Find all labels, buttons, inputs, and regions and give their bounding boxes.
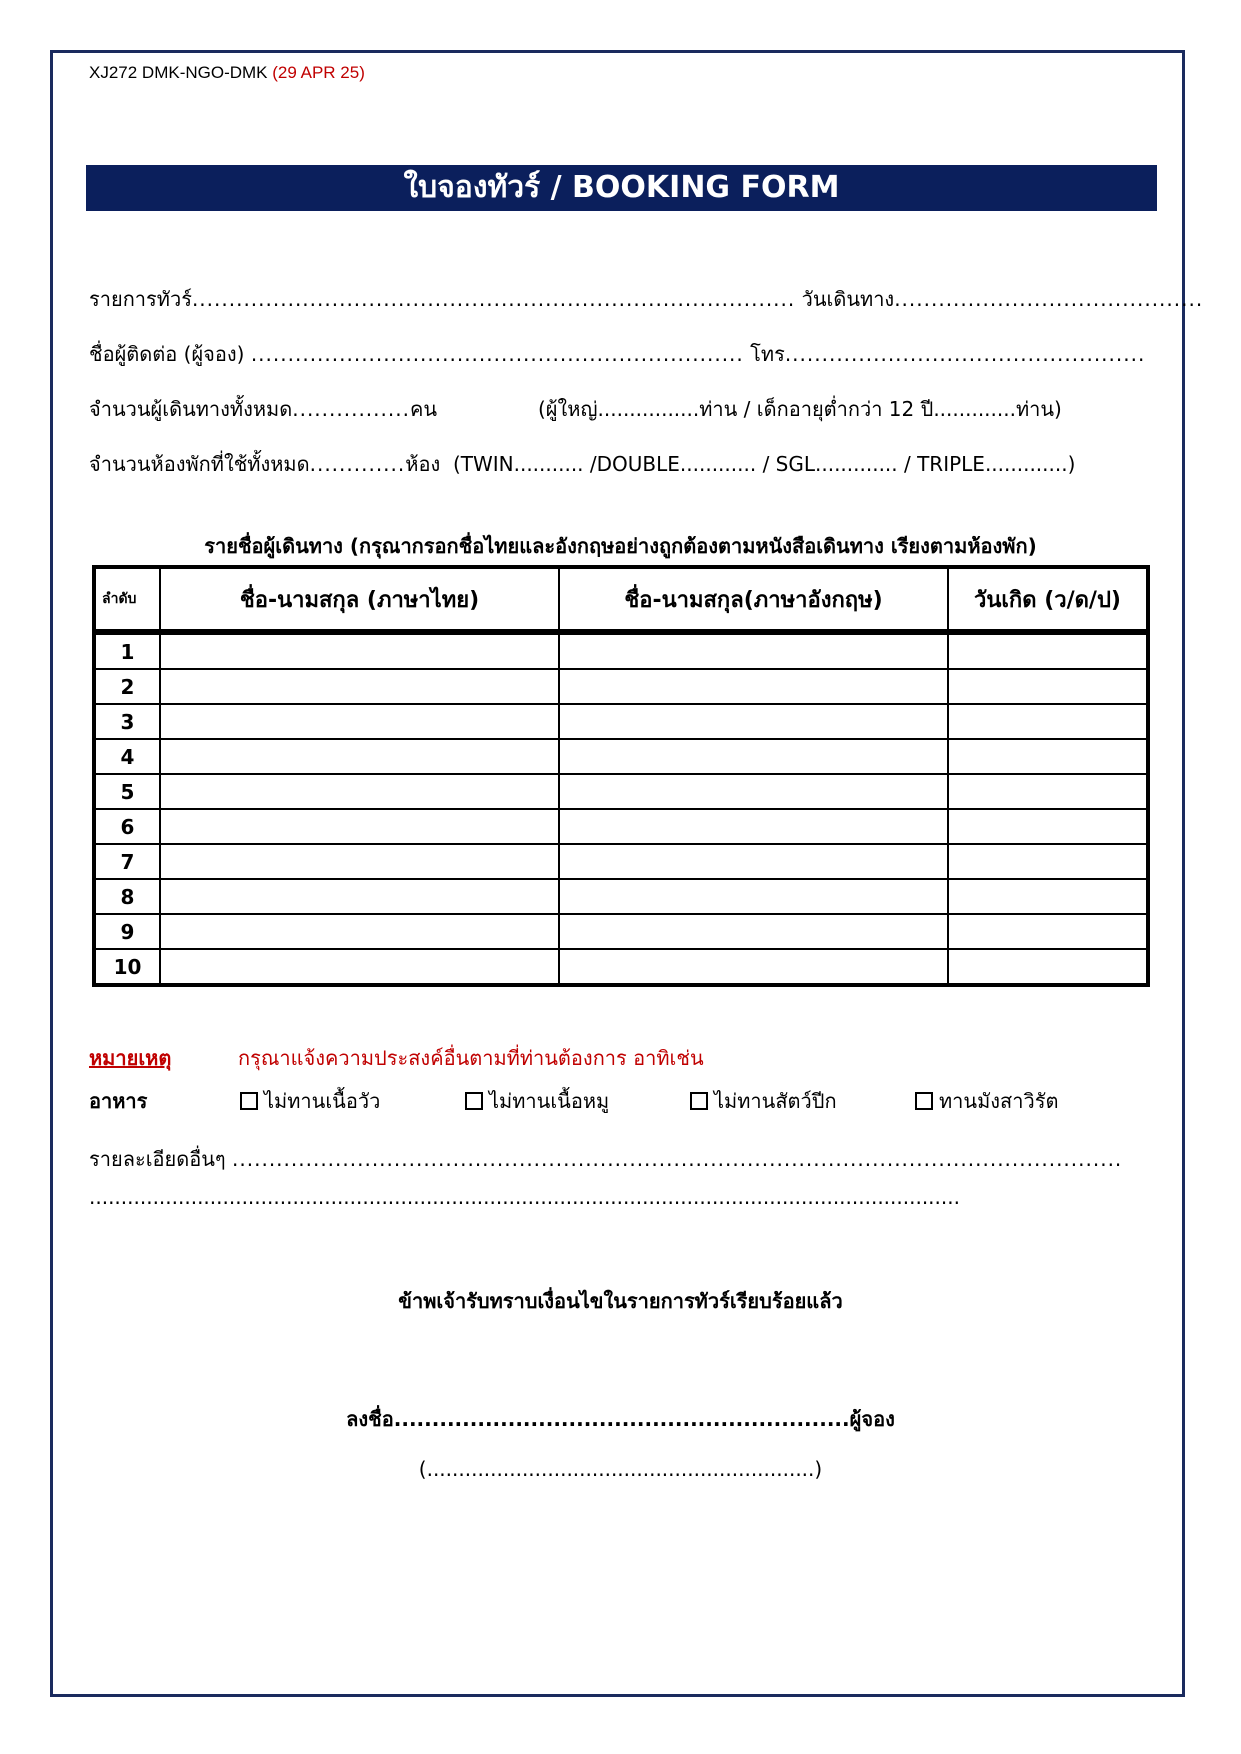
tour-date: (29 APR 25) (272, 63, 365, 82)
thai-name-cell[interactable] (160, 879, 559, 914)
english-name-cell[interactable] (559, 844, 948, 879)
checkbox-no-pork[interactable] (465, 1092, 483, 1110)
rooms-input[interactable]: ............. (309, 452, 406, 476)
contact-label: ชื่อผู้ติดต่อ (ผู้จอง) (89, 342, 245, 366)
table-row (94, 632, 1148, 669)
pax-unit: คน (409, 397, 438, 421)
rooms-unit: ห้อง (405, 452, 441, 476)
contact-input[interactable]: ................................................................... (250, 342, 744, 366)
thai-name-cell[interactable] (160, 704, 559, 739)
thai-name-cell[interactable] (160, 809, 559, 844)
details-input[interactable]: ......................................................................................................................... (232, 1147, 1123, 1171)
phone-label: โทร (750, 342, 785, 366)
thai-name-cell[interactable] (160, 844, 559, 879)
thai-name-cell[interactable] (160, 669, 559, 704)
table-row (94, 774, 1148, 809)
english-name-cell[interactable] (559, 632, 948, 669)
signature-input[interactable]: ............................................................ (393, 1407, 850, 1431)
col-english-name-header: ชื่อ-นามสกุล(ภาษาอังกฤษ) (559, 567, 948, 632)
notes-text: กรุณาแจ้งความประสงค์อื่นตามที่ท่านต้องการ อาทิเช่น (238, 1046, 704, 1070)
row-number: 8 (94, 879, 160, 914)
row-number: 5 (94, 774, 160, 809)
row-number: 6 (94, 809, 160, 844)
contact-field-row (89, 338, 1145, 370)
row-number: 9 (94, 914, 160, 949)
table-header-row (94, 567, 1148, 632)
row-number: 4 (94, 739, 160, 774)
option-label: ไม่ทานเนื้อหมู (489, 1089, 610, 1113)
thai-name-cell[interactable] (160, 739, 559, 774)
rooms-field-row (89, 448, 1075, 480)
option-no-beef[interactable] (240, 1085, 380, 1117)
row-number: 7 (94, 844, 160, 879)
thai-name-cell[interactable] (160, 774, 559, 809)
option-label: ทานมังสาวิรัต (939, 1089, 1059, 1113)
birthdate-cell[interactable] (948, 632, 1148, 669)
table-row (94, 879, 1148, 914)
english-name-cell[interactable] (559, 739, 948, 774)
english-name-cell[interactable] (559, 809, 948, 844)
details-row (89, 1143, 1122, 1175)
option-vegetarian[interactable] (915, 1085, 1058, 1117)
birthdate-cell[interactable] (948, 914, 1148, 949)
signature-suffix: ผู้จอง (849, 1407, 895, 1431)
passenger-table (92, 565, 1150, 987)
pax-label: จำนวนผู้เดินทางทั้งหมด (89, 397, 293, 421)
notes-row (89, 1042, 171, 1074)
thai-name-cell[interactable] (160, 914, 559, 949)
tour-field-row (89, 283, 1203, 315)
row-number: 10 (94, 949, 160, 985)
birthdate-cell[interactable] (948, 669, 1148, 704)
option-no-pork[interactable] (465, 1085, 609, 1117)
checkbox-vegetarian[interactable] (915, 1092, 933, 1110)
tour-input[interactable]: .................................................................................. (191, 287, 796, 311)
table-row (94, 949, 1148, 985)
pax-breakdown[interactable]: (ผู้ใหญ่................ท่าน / เด็กอายุต่ำกว่า 12 ปี.............ท่าน) (538, 397, 1062, 421)
details-label: รายละเอียดอื่นๆ (89, 1147, 226, 1171)
option-label: ไม่ทานสัตว์ปีก (714, 1089, 837, 1113)
option-label: ไม่ทานเนื้อวัว (264, 1089, 381, 1113)
english-name-cell[interactable] (559, 774, 948, 809)
row-number: 2 (94, 669, 160, 704)
birthdate-cell[interactable] (948, 704, 1148, 739)
col-birthdate-header: วันเกิด (ว/ด/ป) (948, 567, 1148, 632)
table-row (94, 809, 1148, 844)
birthdate-cell[interactable] (948, 844, 1148, 879)
table-row (94, 704, 1148, 739)
passenger-list-caption: รายชื่อผู้เดินทาง (กรุณากรอกชื่อไทยและอังกฤษอย่างถูกต้องตามหนังสือเดินทาง เรียงตามห้องพัก) (204, 534, 1037, 558)
col-thai-name-header: ชื่อ-นามสกุล (ภาษาไทย) (160, 567, 559, 632)
birthdate-cell[interactable] (948, 879, 1148, 914)
rooms-label: จำนวนห้องพักที่ใช้ทั้งหมด (89, 452, 310, 476)
row-number: 3 (94, 704, 160, 739)
birthdate-cell[interactable] (948, 739, 1148, 774)
table-row (94, 844, 1148, 879)
tour-label: รายการทัวร์ (89, 287, 192, 311)
form-title-banner (86, 165, 1157, 211)
row-number: 1 (94, 632, 160, 669)
option-no-poultry[interactable] (690, 1085, 837, 1117)
signature-label: ลงชื่อ (346, 1407, 394, 1431)
form-title: ใบจองทัวร์ / BOOKING FORM (403, 170, 840, 205)
checkbox-no-poultry[interactable] (690, 1092, 708, 1110)
table-row (94, 739, 1148, 774)
details-input-line-2[interactable]: ......................................................................................................................................... (89, 1185, 960, 1209)
english-name-cell[interactable] (559, 704, 948, 739)
phone-input[interactable]: ................................................. (784, 342, 1146, 366)
english-name-cell[interactable] (559, 914, 948, 949)
food-label: อาหาร (89, 1089, 148, 1113)
travel-date-label: วันเดินทาง (801, 287, 895, 311)
checkbox-no-beef[interactable] (240, 1092, 258, 1110)
notes-label: หมายเหตุ (89, 1046, 172, 1070)
thai-name-cell[interactable] (160, 949, 559, 985)
col-no-header: ลำดับ (94, 567, 160, 632)
birthdate-cell[interactable] (948, 949, 1148, 985)
pax-field-row (89, 393, 437, 425)
tour-code-header (89, 63, 365, 83)
birthdate-cell[interactable] (948, 774, 1148, 809)
pax-input[interactable]: ................ (292, 397, 410, 421)
english-name-cell[interactable] (559, 879, 948, 914)
table-row (94, 669, 1148, 704)
english-name-cell[interactable] (559, 949, 948, 985)
english-name-cell[interactable] (559, 669, 948, 704)
thai-name-cell[interactable] (160, 632, 559, 669)
rooms-breakdown[interactable]: (TWIN........... /DOUBLE............ / SGL............. / TRIPLE.............) (452, 452, 1076, 476)
travel-date-input[interactable]: .......................................... (894, 287, 1204, 311)
signature-row (0, 1403, 1241, 1435)
tour-code: XJ272 DMK-NGO-DMK (89, 63, 268, 82)
printed-name-input[interactable]: (.............................................................) (418, 1457, 823, 1481)
birthdate-cell[interactable] (948, 809, 1148, 844)
table-row (94, 914, 1148, 949)
acknowledgement: ข้าพเจ้ารับทราบเงื่อนไขในรายการทัวร์เรียบร้อยแล้ว (398, 1289, 843, 1313)
